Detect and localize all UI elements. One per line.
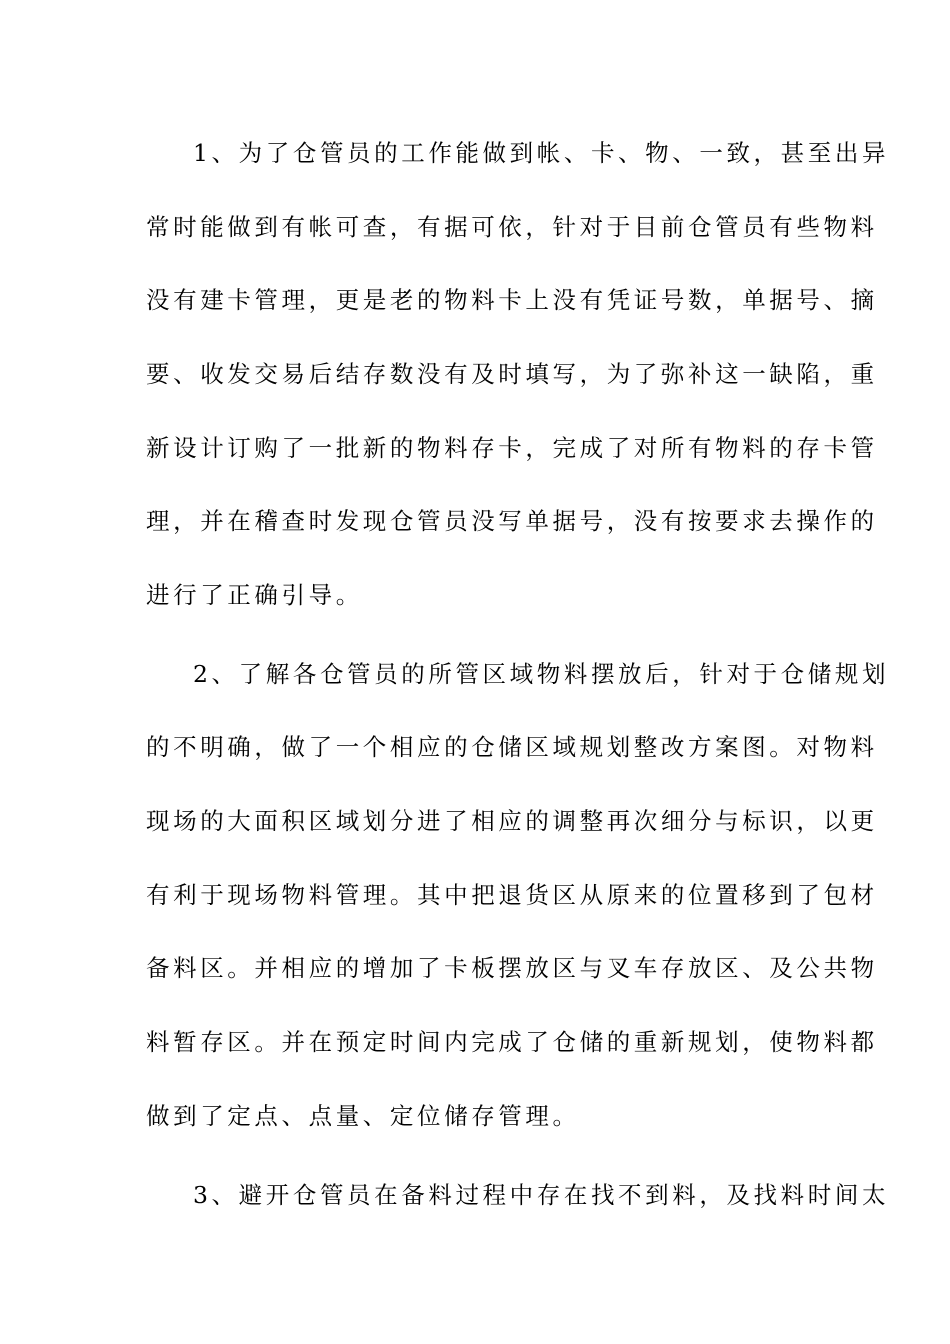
paragraph-1-line-3: 没有建卡管理，更是老的物料卡上没有凭证号数，单据号、摘 bbox=[146, 286, 878, 314]
paragraph-2-line-1: 2、了解各仓管员的所管区域物料摆放后，针对于仓储规划 bbox=[193, 660, 890, 688]
paragraph-1-line-1: 1、为了仓管员的工作能做到帐、卡、物、一致，甚至出异 bbox=[193, 139, 890, 167]
paragraph-1-line-6: 理，并在稽查时发现仓管员没写单据号，没有按要求去操作的 bbox=[146, 507, 878, 535]
paragraph-2-line-6: 料暂存区。并在预定时间内完成了仓储的重新规划，使物料都 bbox=[146, 1028, 878, 1056]
paragraph-2-line-4: 有利于现场物料管理。其中把退货区从原来的位置移到了包材 bbox=[146, 881, 878, 909]
paragraph-1-line-2: 常时能做到有帐可查，有据可依，针对于目前仓管员有些物料 bbox=[146, 213, 878, 241]
paragraph-2-line-2: 的不明确，做了一个相应的仓储区域规划整改方案图。对物料 bbox=[146, 733, 878, 761]
paragraph-3-line-1: 3、避开仓管员在备料过程中存在找不到料，及找料时间太 bbox=[193, 1181, 890, 1209]
paragraph-2-line-5: 备料区。并相应的增加了卡板摆放区与叉车存放区、及公共物 bbox=[146, 954, 878, 982]
paragraph-2-line-3: 现场的大面积区域划分进了相应的调整再次细分与标识，以更 bbox=[146, 807, 878, 835]
paragraph-1-line-7: 进行了正确引导。 bbox=[146, 581, 363, 609]
paragraph-2-line-7: 做到了定点、点量、定位储存管理。 bbox=[146, 1102, 580, 1130]
paragraph-1-line-4: 要、收发交易后结存数没有及时填写，为了弥补这一缺陷，重 bbox=[146, 360, 878, 388]
paragraph-1-line-5: 新设计订购了一批新的物料存卡，完成了对所有物料的存卡管 bbox=[146, 434, 878, 462]
